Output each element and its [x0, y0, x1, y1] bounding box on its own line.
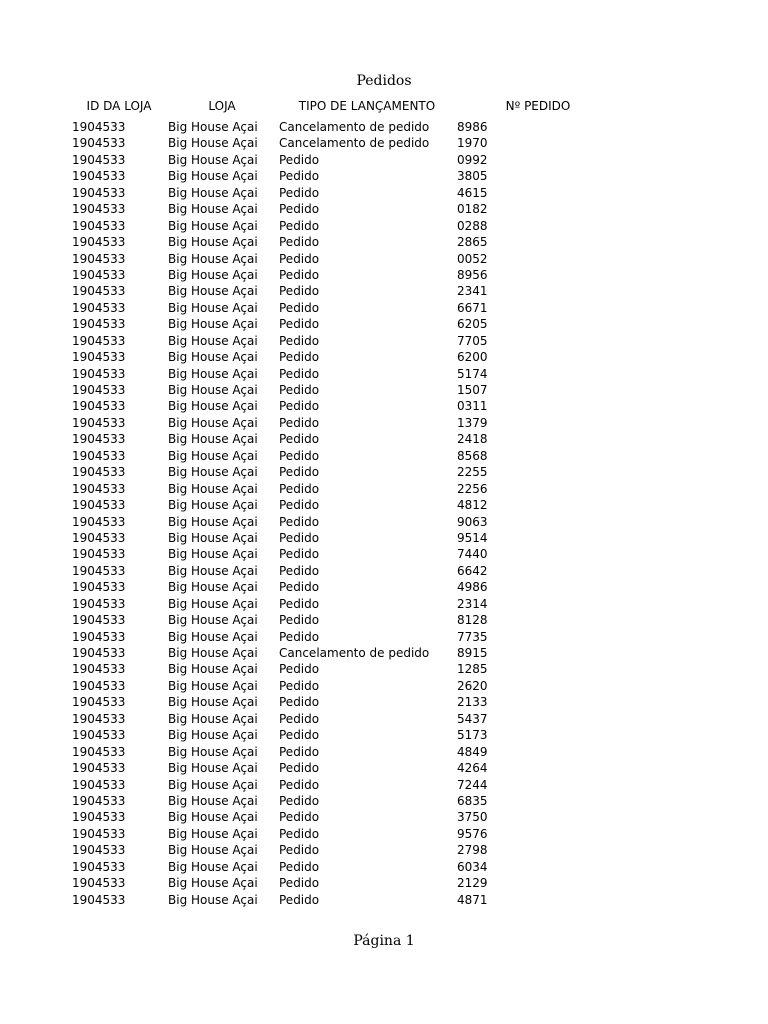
cell-id-da-loja: 1904533: [72, 629, 126, 644]
table-row: [0, 398, 768, 414]
cell-numero-pedido: 9576: [457, 826, 488, 841]
cell-tipo-de-lancamento: Pedido: [279, 366, 320, 381]
column-header-tipo-de-lancamento: TIPO DE LANÇAMENTO: [298, 99, 436, 113]
cell-numero-pedido: 6200: [457, 350, 488, 365]
cell-id-da-loja: 1904533: [72, 563, 126, 578]
cell-numero-pedido: 8128: [457, 613, 488, 628]
cell-loja: Big House Açai: [168, 350, 258, 365]
cell-tipo-de-lancamento: Pedido: [279, 826, 320, 841]
table-row: [0, 596, 768, 612]
table-row: [0, 234, 768, 250]
cell-id-da-loja: 1904533: [72, 333, 126, 348]
cell-numero-pedido: 2129: [457, 876, 488, 891]
table-row: [0, 415, 768, 431]
cell-loja: Big House Açai: [168, 432, 258, 447]
cell-id-da-loja: 1904533: [72, 251, 126, 266]
cell-tipo-de-lancamento: Pedido: [279, 383, 320, 397]
table-row: [0, 645, 768, 661]
cell-loja: Big House Açai: [168, 300, 258, 315]
cell-numero-pedido: 0311: [457, 399, 488, 414]
cell-tipo-de-lancamento: Pedido: [279, 498, 320, 513]
cell-tipo-de-lancamento: Pedido: [279, 218, 320, 233]
cell-id-da-loja: 1904533: [72, 152, 126, 167]
cell-id-da-loja: 1904533: [72, 793, 126, 808]
cell-numero-pedido: 2418: [457, 432, 488, 447]
cell-loja: Big House Açai: [168, 169, 258, 184]
cell-loja: Big House Açai: [168, 629, 258, 644]
cell-loja: Big House Açai: [168, 120, 258, 134]
cell-id-da-loja: 1904533: [72, 613, 126, 628]
cell-tipo-de-lancamento: Pedido: [279, 415, 320, 430]
cell-tipo-de-lancamento: Pedido: [279, 843, 320, 858]
cell-loja: Big House Açai: [168, 596, 258, 611]
table-row: [0, 135, 768, 151]
cell-numero-pedido: 7244: [457, 777, 488, 792]
table-row: [0, 251, 768, 267]
cell-id-da-loja: 1904533: [72, 843, 126, 858]
cell-numero-pedido: 6205: [457, 317, 488, 332]
cell-loja: Big House Açai: [168, 218, 258, 233]
column-header-numero-pedido: Nº PEDIDO: [505, 99, 571, 113]
cell-tipo-de-lancamento: Cancelamento de pedido: [279, 120, 430, 134]
cell-loja: Big House Açai: [168, 465, 258, 480]
cell-id-da-loja: 1904533: [72, 350, 126, 365]
cell-tipo-de-lancamento: Pedido: [279, 465, 320, 480]
cell-numero-pedido: 2798: [457, 843, 488, 858]
table-row: [0, 546, 768, 562]
cell-loja: Big House Açai: [168, 662, 258, 677]
cell-id-da-loja: 1904533: [72, 810, 126, 825]
table-row: [0, 563, 768, 579]
cell-numero-pedido: 9514: [457, 530, 488, 545]
cell-numero-pedido: 6835: [457, 793, 488, 808]
cell-id-da-loja: 1904533: [72, 185, 126, 200]
cell-numero-pedido: 2314: [457, 596, 488, 611]
cell-tipo-de-lancamento: Pedido: [279, 547, 320, 562]
cell-tipo-de-lancamento: Pedido: [279, 317, 320, 332]
table-row: [0, 793, 768, 809]
page-footer: Página 1: [353, 933, 415, 949]
cell-loja: Big House Açai: [168, 744, 258, 759]
cell-id-da-loja: 1904533: [72, 744, 126, 759]
cell-id-da-loja: 1904533: [72, 580, 126, 595]
cell-numero-pedido: 1507: [457, 383, 488, 397]
table-row: [0, 185, 768, 201]
cell-tipo-de-lancamento: Pedido: [279, 185, 320, 200]
cell-id-da-loja: 1904533: [72, 366, 126, 381]
table-row: [0, 382, 768, 398]
cell-id-da-loja: 1904533: [72, 383, 126, 397]
cell-tipo-de-lancamento: Pedido: [279, 448, 320, 463]
cell-id-da-loja: 1904533: [72, 465, 126, 480]
table-row: [0, 168, 768, 184]
table-row: [0, 201, 768, 217]
table-row: [0, 464, 768, 480]
cell-tipo-de-lancamento: Pedido: [279, 267, 320, 282]
table-row: [0, 629, 768, 645]
table-row: [0, 530, 768, 546]
cell-id-da-loja: 1904533: [72, 267, 126, 282]
cell-id-da-loja: 1904533: [72, 300, 126, 315]
table-row: [0, 711, 768, 727]
cell-loja: Big House Açai: [168, 284, 258, 299]
table-row: [0, 678, 768, 694]
cell-tipo-de-lancamento: Pedido: [279, 810, 320, 825]
cell-id-da-loja: 1904533: [72, 317, 126, 332]
cell-loja: Big House Açai: [168, 530, 258, 545]
cell-loja: Big House Açai: [168, 678, 258, 693]
cell-tipo-de-lancamento: Pedido: [279, 432, 320, 447]
cell-numero-pedido: 5173: [457, 728, 488, 743]
cell-tipo-de-lancamento: Cancelamento de pedido: [279, 646, 430, 660]
table-row: [0, 349, 768, 365]
cell-loja: Big House Açai: [168, 563, 258, 578]
cell-id-da-loja: 1904533: [72, 761, 126, 776]
table-row: [0, 612, 768, 628]
cell-numero-pedido: 2865: [457, 235, 488, 250]
cell-loja: Big House Açai: [168, 695, 258, 710]
table-row: [0, 218, 768, 234]
cell-loja: Big House Açai: [168, 152, 258, 167]
cell-loja: Big House Açai: [168, 859, 258, 874]
cell-loja: Big House Açai: [168, 415, 258, 430]
cell-loja: Big House Açai: [168, 498, 258, 513]
cell-loja: Big House Açai: [168, 777, 258, 792]
cell-id-da-loja: 1904533: [72, 415, 126, 430]
cell-loja: Big House Açai: [168, 761, 258, 776]
cell-tipo-de-lancamento: Cancelamento de pedido: [279, 136, 430, 151]
cell-tipo-de-lancamento: Pedido: [279, 235, 320, 250]
table-row: [0, 481, 768, 497]
cell-loja: Big House Açai: [168, 843, 258, 858]
cell-numero-pedido: 4849: [457, 744, 488, 759]
cell-numero-pedido: 0288: [457, 218, 488, 233]
cell-numero-pedido: 1379: [457, 415, 488, 430]
table-row: [0, 826, 768, 842]
cell-numero-pedido: 4812: [457, 498, 488, 513]
table-row: [0, 809, 768, 825]
cell-numero-pedido: 6671: [457, 300, 488, 315]
cell-loja: Big House Açai: [168, 810, 258, 825]
cell-tipo-de-lancamento: Pedido: [279, 876, 320, 891]
cell-id-da-loja: 1904533: [72, 448, 126, 463]
cell-loja: Big House Açai: [168, 317, 258, 332]
table-row: [0, 859, 768, 875]
cell-id-da-loja: 1904533: [72, 678, 126, 693]
cell-id-da-loja: 1904533: [72, 202, 126, 217]
cell-numero-pedido: 3750: [457, 810, 488, 825]
cell-tipo-de-lancamento: Pedido: [279, 892, 320, 907]
cell-tipo-de-lancamento: Pedido: [279, 728, 320, 743]
cell-numero-pedido: 7735: [457, 629, 488, 644]
cell-tipo-de-lancamento: Pedido: [279, 152, 320, 167]
cell-id-da-loja: 1904533: [72, 695, 126, 710]
cell-id-da-loja: 1904533: [72, 399, 126, 414]
cell-tipo-de-lancamento: Pedido: [279, 563, 320, 578]
cell-tipo-de-lancamento: Pedido: [279, 793, 320, 808]
cell-tipo-de-lancamento: Pedido: [279, 761, 320, 776]
cell-id-da-loja: 1904533: [72, 284, 126, 299]
cell-numero-pedido: 7440: [457, 547, 488, 562]
cell-id-da-loja: 1904533: [72, 662, 126, 677]
cell-numero-pedido: 5437: [457, 711, 488, 726]
cell-tipo-de-lancamento: Pedido: [279, 695, 320, 710]
cell-tipo-de-lancamento: Pedido: [279, 399, 320, 414]
cell-tipo-de-lancamento: Pedido: [279, 613, 320, 628]
cell-loja: Big House Açai: [168, 235, 258, 250]
table-row: [0, 744, 768, 760]
cell-loja: Big House Açai: [168, 136, 258, 151]
cell-numero-pedido: 2620: [457, 678, 488, 693]
cell-loja: Big House Açai: [168, 251, 258, 266]
cell-id-da-loja: 1904533: [72, 235, 126, 250]
cell-numero-pedido: 8915: [457, 646, 488, 660]
table-header: [0, 97, 768, 115]
cell-numero-pedido: 8986: [457, 120, 488, 134]
cell-tipo-de-lancamento: Pedido: [279, 662, 320, 677]
cell-loja: Big House Açai: [168, 383, 258, 397]
cell-numero-pedido: 6034: [457, 859, 488, 874]
cell-tipo-de-lancamento: Pedido: [279, 251, 320, 266]
cell-id-da-loja: 1904533: [72, 728, 126, 743]
cell-tipo-de-lancamento: Pedido: [279, 744, 320, 759]
cell-tipo-de-lancamento: Pedido: [279, 333, 320, 348]
cell-loja: Big House Açai: [168, 481, 258, 496]
cell-numero-pedido: 9063: [457, 514, 488, 529]
cell-loja: Big House Açai: [168, 876, 258, 891]
cell-numero-pedido: 6642: [457, 563, 488, 578]
cell-loja: Big House Açai: [168, 613, 258, 628]
cell-id-da-loja: 1904533: [72, 120, 126, 134]
column-header-loja: LOJA: [208, 99, 236, 113]
cell-numero-pedido: 2341: [457, 284, 488, 299]
cell-id-da-loja: 1904533: [72, 711, 126, 726]
cell-loja: Big House Açai: [168, 892, 258, 907]
cell-id-da-loja: 1904533: [72, 169, 126, 184]
cell-tipo-de-lancamento: Pedido: [279, 678, 320, 693]
cell-numero-pedido: 4615: [457, 185, 488, 200]
cell-numero-pedido: 1970: [457, 136, 488, 151]
cell-tipo-de-lancamento: Pedido: [279, 859, 320, 874]
cell-numero-pedido: 4986: [457, 580, 488, 595]
cell-numero-pedido: 4871: [457, 892, 488, 907]
cell-numero-pedido: 0182: [457, 202, 488, 217]
cell-tipo-de-lancamento: Pedido: [279, 481, 320, 496]
cell-id-da-loja: 1904533: [72, 498, 126, 513]
cell-tipo-de-lancamento: Pedido: [279, 596, 320, 611]
cell-numero-pedido: 2256: [457, 481, 488, 496]
cell-loja: Big House Açai: [168, 514, 258, 529]
table-row: [0, 316, 768, 332]
cell-numero-pedido: 8956: [457, 267, 488, 282]
cell-loja: Big House Açai: [168, 826, 258, 841]
cell-tipo-de-lancamento: Pedido: [279, 284, 320, 299]
cell-loja: Big House Açai: [168, 547, 258, 562]
cell-numero-pedido: 5174: [457, 366, 488, 381]
cell-loja: Big House Açai: [168, 793, 258, 808]
cell-numero-pedido: 4264: [457, 761, 488, 776]
table-row: [0, 497, 768, 513]
cell-loja: Big House Açai: [168, 267, 258, 282]
table-row: [0, 579, 768, 595]
cell-numero-pedido: 3805: [457, 169, 488, 184]
cell-id-da-loja: 1904533: [72, 432, 126, 447]
table-row: [0, 892, 768, 908]
cell-id-da-loja: 1904533: [72, 859, 126, 874]
cell-tipo-de-lancamento: Pedido: [279, 580, 320, 595]
table-row: [0, 333, 768, 349]
cell-id-da-loja: 1904533: [72, 218, 126, 233]
cell-id-da-loja: 1904533: [72, 481, 126, 496]
table-row: [0, 152, 768, 168]
cell-numero-pedido: 8568: [457, 448, 488, 463]
cell-id-da-loja: 1904533: [72, 596, 126, 611]
cell-tipo-de-lancamento: Pedido: [279, 530, 320, 545]
table-row: [0, 300, 768, 316]
cell-tipo-de-lancamento: Pedido: [279, 169, 320, 184]
cell-tipo-de-lancamento: Pedido: [279, 300, 320, 315]
cell-id-da-loja: 1904533: [72, 892, 126, 907]
table-row: [0, 431, 768, 447]
cell-id-da-loja: 1904533: [72, 826, 126, 841]
cell-numero-pedido: 0052: [457, 251, 488, 266]
cell-tipo-de-lancamento: Pedido: [279, 777, 320, 792]
cell-numero-pedido: 7705: [457, 333, 488, 348]
cell-id-da-loja: 1904533: [72, 547, 126, 562]
table-row: [0, 267, 768, 283]
cell-loja: Big House Açai: [168, 202, 258, 217]
cell-loja: Big House Açai: [168, 448, 258, 463]
table-body: [0, 119, 768, 908]
cell-tipo-de-lancamento: Pedido: [279, 711, 320, 726]
table-row: [0, 760, 768, 776]
table-row: [0, 661, 768, 677]
table-row: [0, 694, 768, 710]
table-row: [0, 727, 768, 743]
page-title: Pedidos: [356, 73, 412, 89]
cell-loja: Big House Açai: [168, 333, 258, 348]
cell-id-da-loja: 1904533: [72, 777, 126, 792]
cell-loja: Big House Açai: [168, 711, 258, 726]
cell-id-da-loja: 1904533: [72, 646, 126, 660]
table-row: [0, 366, 768, 382]
cell-numero-pedido: 2255: [457, 465, 488, 480]
column-header-id-da-loja: ID DA LOJA: [86, 99, 152, 113]
cell-loja: Big House Açai: [168, 728, 258, 743]
table-row: [0, 119, 768, 135]
cell-loja: Big House Açai: [168, 580, 258, 595]
table-row: [0, 777, 768, 793]
cell-tipo-de-lancamento: Pedido: [279, 514, 320, 529]
cell-id-da-loja: 1904533: [72, 876, 126, 891]
table-row: [0, 842, 768, 858]
cell-id-da-loja: 1904533: [72, 136, 126, 151]
cell-numero-pedido: 0992: [457, 152, 488, 167]
cell-tipo-de-lancamento: Pedido: [279, 202, 320, 217]
cell-id-da-loja: 1904533: [72, 514, 126, 529]
cell-tipo-de-lancamento: Pedido: [279, 350, 320, 365]
cell-id-da-loja: 1904533: [72, 530, 126, 545]
cell-loja: Big House Açai: [168, 185, 258, 200]
cell-loja: Big House Açai: [168, 399, 258, 414]
table-row: [0, 283, 768, 299]
cell-loja: Big House Açai: [168, 366, 258, 381]
table-row: [0, 875, 768, 891]
table-row: [0, 448, 768, 464]
cell-numero-pedido: 1285: [457, 662, 488, 677]
cell-loja: Big House Açai: [168, 646, 258, 660]
cell-numero-pedido: 2133: [457, 695, 488, 710]
table-row: [0, 514, 768, 530]
cell-tipo-de-lancamento: Pedido: [279, 629, 320, 644]
